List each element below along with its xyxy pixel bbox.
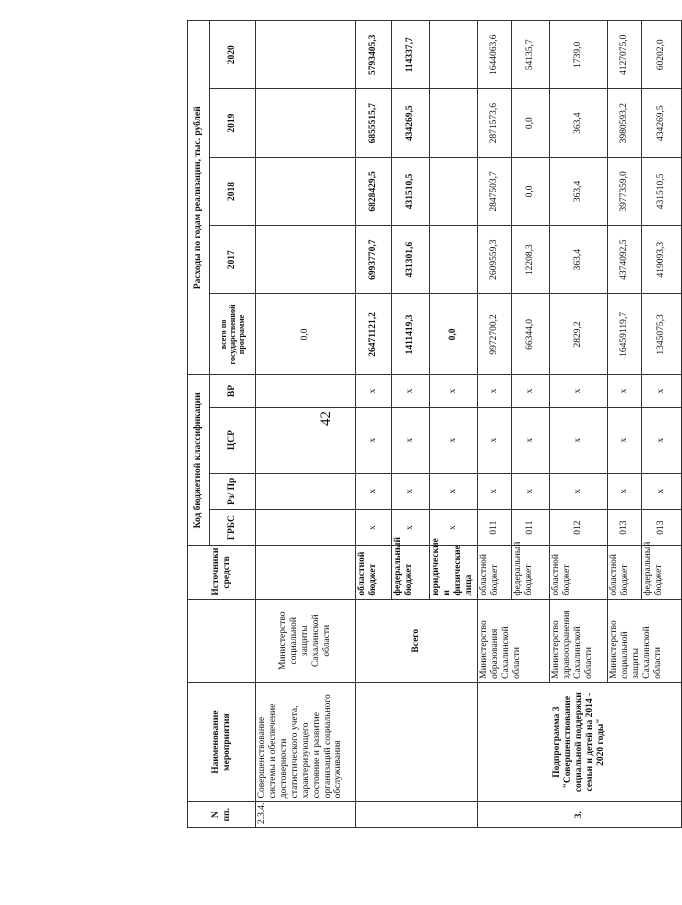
row-total: 0,0 <box>256 294 356 375</box>
executor: Министерство здравоохранения Сахалинской области <box>550 599 608 682</box>
total: 1411419,3 <box>392 294 430 375</box>
source: областной бюджет <box>608 546 642 599</box>
header-expenses: Расходы по годам реализации, тыс. рублей <box>188 21 210 375</box>
header-executor <box>188 599 256 682</box>
header-rzpr: Рз/ Пр <box>210 473 256 509</box>
source: областной бюджет <box>356 546 392 599</box>
header-grbs: ГРБС <box>210 509 256 545</box>
header-csr: ЦСР <box>210 407 256 473</box>
header-2018: 2018 <box>210 157 256 225</box>
source: областной бюджет <box>478 546 512 599</box>
rotated-table-sheet <box>187 20 667 828</box>
vsego-label: Всего <box>356 599 478 682</box>
row-executor: Министерство социальной защиты Сахалинской области <box>256 599 356 682</box>
source: федеральный бюджет <box>642 546 682 599</box>
source: федеральный бюджет <box>512 546 550 599</box>
executor: Министерство образования Сахалинской области <box>478 599 550 682</box>
header-source: Источники средств <box>188 546 256 599</box>
total: 26471121,2 <box>356 294 392 375</box>
header-num: N пп. <box>188 802 256 828</box>
header-bk: Код бюджетной классификации <box>188 375 210 546</box>
budget-table: N пп. Наименование мероприятия Источники средств Код бюджетной классификации Расходы по годам реализации, тыс. рублей ГРБС Рз/ Пр ЦСР ВР всего по государственной программе 2017 2018 2019 2020 2.3.4. Совершенствование системы и обеспечение достоверности статистического учета, характеризующего состояние и развитие организаций социального обслуживания Министерство социальной защиты Сахалинской области 0,0 Всего областной бюджет х х х х 26471121,2 6993770,7 6828429,5 6855515,7 5793405,3 федеральный бюджет х х х х 1411419,3 431301,6 431510,5 434269,5 114337,7 юридические и физические лица х х х х 0,0 3. Подпрограмма 3 "Совершенствование социальной поддержки семьи и детей на 2014 - 2020 годы" Министерство образования Сахалинской области областной бюджет 011 х х х 9972700,2 2609559,3 2847503,7 2871573,6 1644063,6 федеральный бюджет 011 х х х 66344,0 12208,3 0,0 0,0 54135,7 Министерство здравоохранения Сахалинской области областной бюджет 012 х х х 2829,2 363,4 363,4 363,4 1739,0 Министерство социальной защиты Сахалинской области областной бюджет 013 х х х 16459119,7 4374092,5 3977359,0 3980593,2 4127075,0 федеральный бюджет 013 х х х 1345075,3 419093,3 431510,5 434269,5 60202,0 <box>187 20 682 828</box>
header-name: Наименование мероприятия <box>188 682 256 802</box>
page-number: 42 <box>318 411 334 426</box>
executor: Министерство социальной защиты Сахалинской области <box>608 599 682 682</box>
source: областной бюджет <box>550 546 608 599</box>
header-2019: 2019 <box>210 89 256 157</box>
header-2017: 2017 <box>210 226 256 294</box>
header-vr: ВР <box>210 375 256 407</box>
header-2020: 2020 <box>210 21 256 89</box>
sub3-name: Подпрограмма 3 "Совершенствование социальной поддержки семьи и детей на 2014 - 2020 годы" <box>478 682 682 802</box>
row-name: Совершенствование системы и обеспечение достоверности статистического учета, характеризующего состояние и развитие организаций социального обслуживания <box>256 682 356 802</box>
row-num: 2.3.4. <box>256 802 356 828</box>
header-total: всего по государственной программе <box>210 294 256 375</box>
source: федеральный бюджет <box>392 546 430 599</box>
total: 0,0 <box>430 294 478 375</box>
source: юридические и физические лица <box>430 546 478 599</box>
sub3-num: 3. <box>478 802 682 828</box>
